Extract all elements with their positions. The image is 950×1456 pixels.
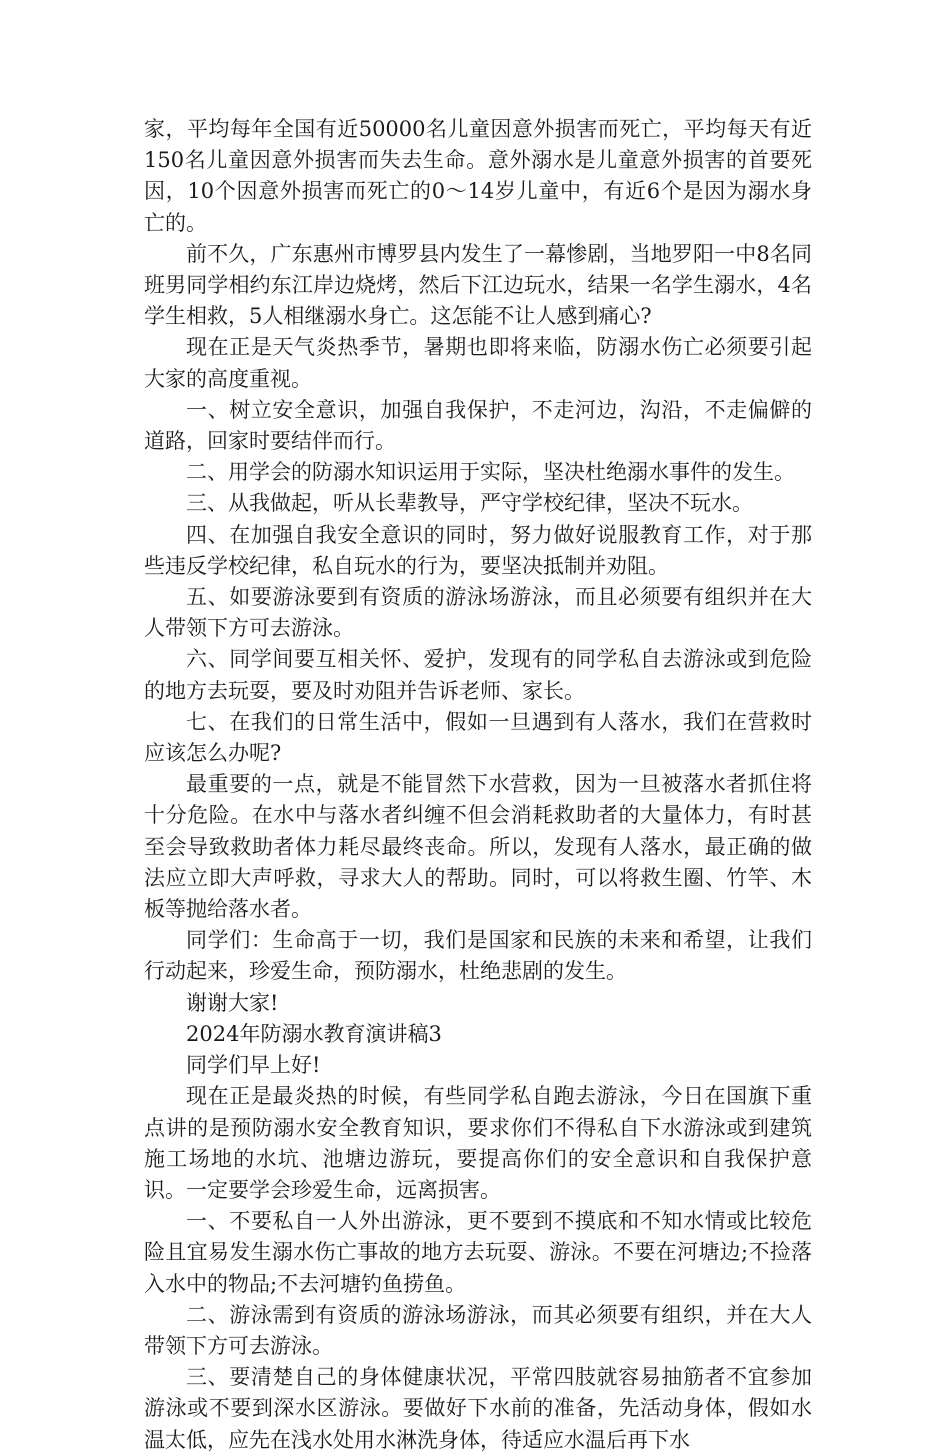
paragraph-11: 最重要的一点，就是不能冒然下水营救，因为一旦被落水者抓住将十分危险。在水中与落水者纠缠不但会消耗救助者的大量体力，有时甚至会导致救助者体力耗尽最终丧命。所以，发现有人落水，最正确的做法应立即大声呼救，寻求大人的帮助。同时，可以将救生圈、竹竿、木板等抛给落水者。 [144,772,812,922]
paragraph-9: 六、同学间要互相关怀、爱护，发现有的同学私自去游泳或到危险的地方去玩耍，要及时劝阻并告诉老师、家长。 [144,647,812,703]
document-body [144,114,812,1456]
paragraph-6: 三、从我做起，听从长辈教导，严守学校纪律，坚决不玩水。 [186,491,753,516]
paragraph-1: 家，平均每年全国有近50000名儿童因意外损害而死亡，平均每天有近150名儿童因意外损害而失去生命。意外溺水是儿童意外损害的首要死因，10个因意外损害而死亡的0～14岁儿童中，有近6个是因为溺水身亡的。 [144,117,812,235]
paragraph-16: 现在正是最炎热的时候，有些同学私自跑去游泳，今日在国旗下重点讲的是预防溺水安全教育知识，要求你们不得私自下水游泳或到建筑施工场地的水坑、池塘边游玩，要提高你们的安全意识和自我保护意识。一定要学会珍爱生命，远离损害。 [144,1084,812,1202]
paragraph-2: 前不久，广东惠州市博罗县内发生了一幕惨剧，当地罗阳一中8名同班男同学相约东江岸边烧烤，然后下江边玩水，结果一名学生溺水，4名学生相救，5人相继溺水身亡。这怎能不让人感到痛心? [144,241,812,329]
paragraph-7: 四、在加强自我安全意识的同时，努力做好说服教育工作，对于那些违反学校纪律，私自玩水的行为，要坚决抵制并劝阻。 [144,522,812,578]
section-title: 2024年防溺水教育演讲稿3 [186,1021,442,1046]
paragraph-13: 谢谢大家! [186,990,279,1015]
paragraph-8: 五、如要游泳要到有资质的游泳场游泳，而且必须要有组织并在大人带领下方可去游泳。 [144,585,812,641]
paragraph-5: 二、用学会的防溺水知识运用于实际，坚决杜绝溺水事件的发生。 [186,460,795,485]
paragraph-17: 一、不要私自一人外出游泳，更不要到不摸底和不知水情或比较危险且宜易发生溺水伤亡事故的地方去玩耍、游泳。不要在河塘边;不捡落入水中的物品;不去河塘钓鱼捞鱼。 [144,1209,812,1296]
greeting: 同学们早上好! [186,1053,321,1078]
paragraph-4: 一、树立安全意识，加强自我保护，不走河边，沟沿，不走偏僻的道路，回家时要结伴而行。 [144,397,812,454]
paragraph-12: 同学们：生命高于一切，我们是国家和民族的未来和希望，让我们行动起来，珍爱生命，预防溺水，杜绝悲剧的发生。 [144,928,812,984]
paragraph-3: 现在正是天气炎热季节，暑期也即将来临，防溺水伤亡必须要引起大家的高度重视。 [144,335,812,391]
paragraph-18: 二、游泳需到有资质的游泳场游泳，而其必须要有组织，并在大人带领下方可去游泳。 [144,1302,812,1358]
paragraph-19: 三、要清楚自己的身体健康状况，平常四肢就容易抽筋者不宜参加游泳或不要到深水区游泳。要做好下水前的准备，先活动身体，假如水温太低，应先在浅水处用水淋洗身体，待适应水温后再下水 [144,1365,812,1452]
paragraph-10: 七、在我们的日常生活中，假如一旦遇到有人落水，我们在营救时应该怎么办呢? [144,709,812,766]
